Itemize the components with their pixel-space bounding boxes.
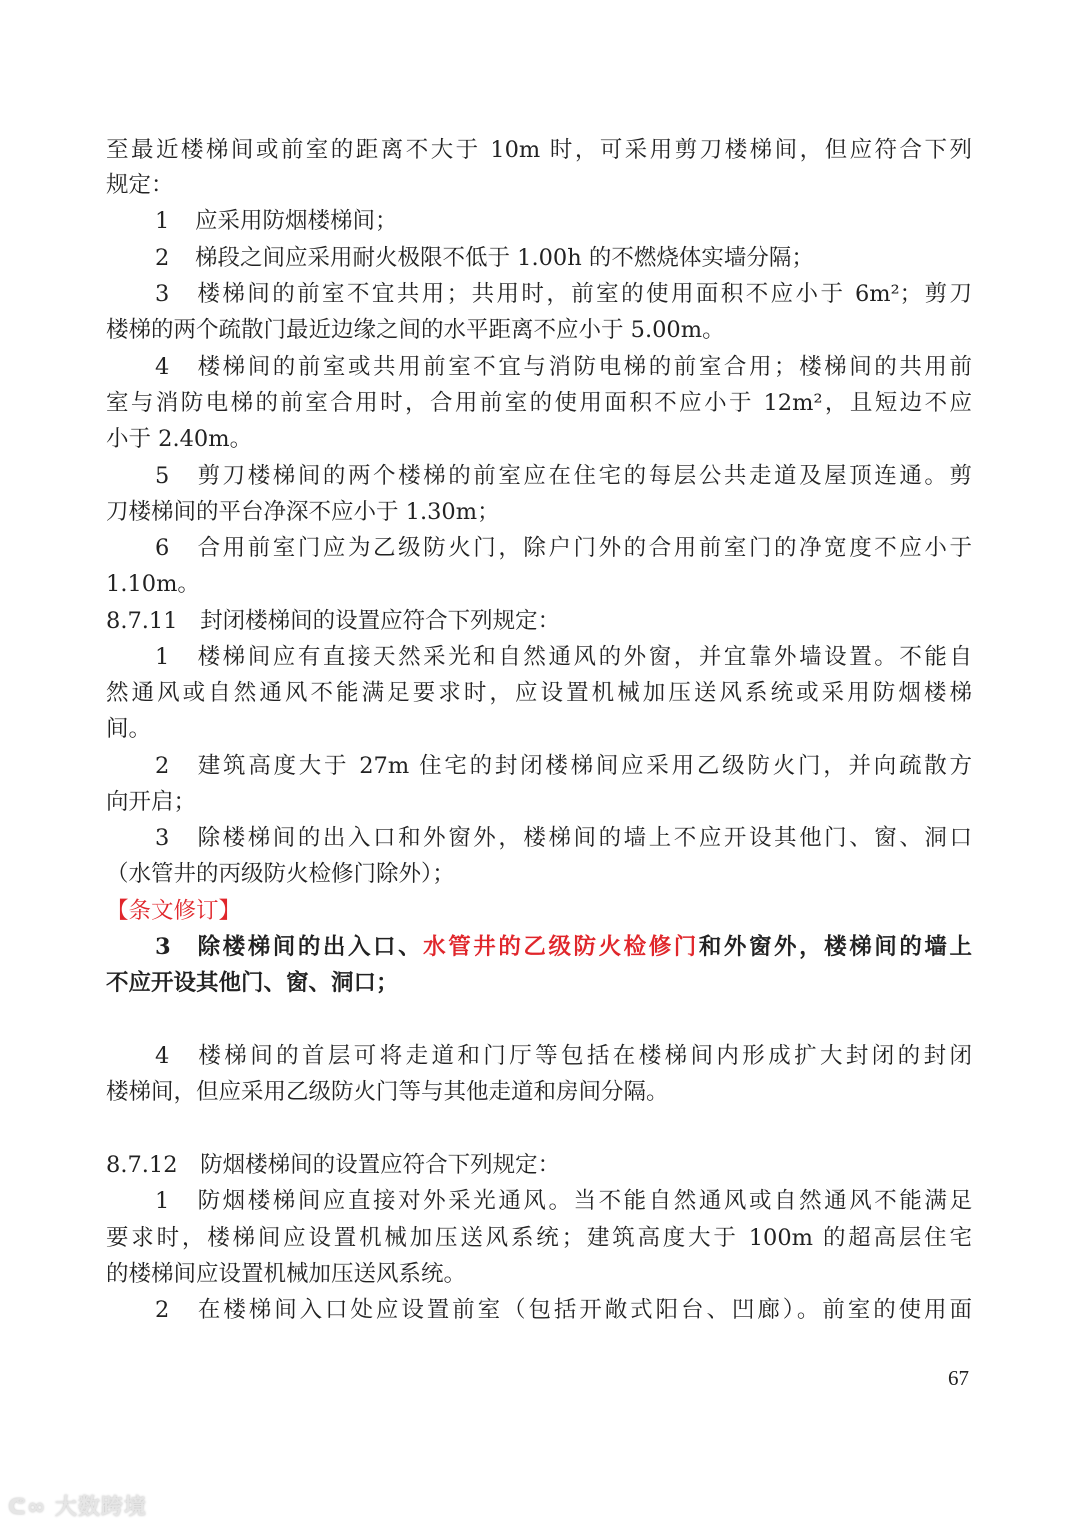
text-segment: 在楼梯间入口处应设置前室（包括开敞式阳台、凹廊）。前室的使用面 — [195, 1297, 972, 1323]
item-number: 4 — [155, 354, 170, 380]
text-line — [106, 494, 972, 530]
item-number: 3 — [155, 281, 170, 307]
text-line — [106, 240, 972, 276]
text-segment: 除楼梯间的出入口、 — [195, 934, 424, 960]
text-line — [106, 385, 972, 421]
text-segment: 然通风或自然通风不能满足要求时，应设置机械加压送风系统或采用防烟楼梯 — [106, 680, 972, 706]
text-line — [106, 820, 972, 856]
text-line — [106, 1256, 972, 1292]
text-line — [106, 203, 972, 239]
text-line — [106, 711, 972, 747]
item-number: 2 — [155, 753, 170, 779]
text-line — [106, 1038, 972, 1074]
text-line — [106, 167, 972, 203]
text-line — [106, 132, 972, 168]
text-line — [106, 965, 972, 1001]
text-line — [106, 1220, 972, 1256]
text-line — [106, 276, 972, 312]
page-number: 67 — [948, 1366, 969, 1390]
item-number: 1 — [155, 208, 170, 234]
text-segment: 规定： — [106, 172, 174, 198]
text-segment: 楼梯间的首层可将走道和门厅等包括在楼梯间内形成扩大封闭的封闭 — [195, 1043, 972, 1069]
item-number: 3 — [155, 934, 171, 960]
text-line — [106, 675, 972, 711]
text-segment: 和外窗外，楼梯间的墙上 — [698, 934, 972, 960]
text-segment: 的楼梯间应设置机械加压送风系统。 — [106, 1261, 467, 1287]
text-segment: 向开启； — [106, 789, 197, 815]
item-number: 4 — [155, 1043, 170, 1069]
text-line — [106, 349, 972, 385]
item-number: 1 — [155, 1188, 170, 1214]
text-segment: 建筑高度大于 27m 住宅的封闭楼梯间应采用乙级防火门，并向疏散方 — [195, 753, 972, 779]
text-line — [106, 929, 972, 965]
text-line — [106, 603, 972, 639]
item-number: 3 — [155, 825, 170, 851]
text-segment: 1.10m。 — [106, 571, 200, 597]
text-segment: 8.7.11 封闭楼梯间的设置应符合下列规定： — [106, 608, 561, 634]
text-line — [106, 1183, 972, 1219]
item-number: 6 — [155, 535, 170, 561]
text-line — [106, 458, 972, 494]
text-segment: 8.7.12 防烟楼梯间的设置应符合下列规定： — [106, 1152, 561, 1178]
text-segment: 间。 — [106, 716, 152, 742]
text-line — [106, 856, 972, 892]
text-segment: 楼梯间应有直接天然采光和自然通风的外窗，并宜靠外墙设置。不能自 — [195, 644, 972, 670]
text-line — [106, 312, 972, 348]
text-segment: 室与消防电梯的前室合用时，合用前室的使用面积不应小于 12m²，且短边不应 — [106, 390, 972, 416]
item-number: 2 — [155, 245, 170, 271]
text-segment: 要求时，楼梯间应设置机械加压送风系统；建筑高度大于 100m 的超高层住宅 — [106, 1225, 972, 1251]
text-segment: 小于 2.40m。 — [106, 426, 253, 452]
item-number: 2 — [155, 1297, 170, 1323]
text-segment: 楼梯间的前室或共用前室不宜与消防电梯的前室合用；楼梯间的共用前 — [195, 354, 972, 380]
text-line — [106, 639, 972, 675]
text-line — [106, 893, 972, 929]
watermark-logo: ᕦ∞ 大数跨境 — [8, 1495, 147, 1520]
text-segment: （水管井的丙级防火检修门除外）； — [106, 861, 455, 887]
text-segment: 楼梯的两个疏散门最近边缘之间的水平距离不应小于 5.00m。 — [106, 317, 725, 343]
item-number: 1 — [155, 644, 170, 670]
text-segment: 剪刀楼梯间的两个楼梯的前室应在住宅的每层公共走道及屋顶连通。剪 — [195, 463, 972, 489]
text-line — [106, 1147, 972, 1183]
revision-highlight: 【条文修订】 — [106, 898, 242, 924]
revision-highlight: 水管井的乙级防火检修门 — [423, 934, 699, 960]
text-segment: 应采用防烟楼梯间； — [195, 208, 398, 234]
text-segment: 梯段之间应采用耐火极限不低于 1.00h 的不燃烧体实墙分隔； — [195, 245, 814, 271]
text-line — [106, 748, 972, 784]
text-segment: 除楼梯间的出入口和外窗外，楼梯间的墙上不应开设其他门、窗、洞口 — [195, 825, 972, 851]
item-number: 5 — [155, 463, 170, 489]
text-segment: 楼梯间，但应采用乙级防火门等与其他走道和房间分隔。 — [106, 1079, 669, 1105]
text-line — [106, 566, 972, 602]
text-line — [106, 1074, 972, 1110]
text-segment: 不应开设其他门、窗、洞口； — [106, 970, 399, 996]
text-line — [106, 1292, 972, 1328]
text-line — [106, 530, 972, 566]
text-segment: 楼梯间的前室不宜共用；共用时，前室的使用面积不应小于 6m²；剪刀 — [195, 281, 972, 307]
text-line — [106, 784, 972, 820]
text-segment: 防烟楼梯间应直接对外采光通风。当不能自然通风或自然通风不能满足 — [195, 1188, 972, 1214]
text-segment: 至最近楼梯间或前室的距离不大于 10m 时，可采用剪刀楼梯间，但应符合下列 — [106, 137, 972, 163]
text-segment: 刀楼梯间的平台净深不应小于 1.30m； — [106, 499, 500, 525]
text-line — [106, 421, 972, 457]
text-segment: 合用前室门应为乙级防火门，除户门外的合用前室门的净宽度不应小于 — [195, 535, 972, 561]
